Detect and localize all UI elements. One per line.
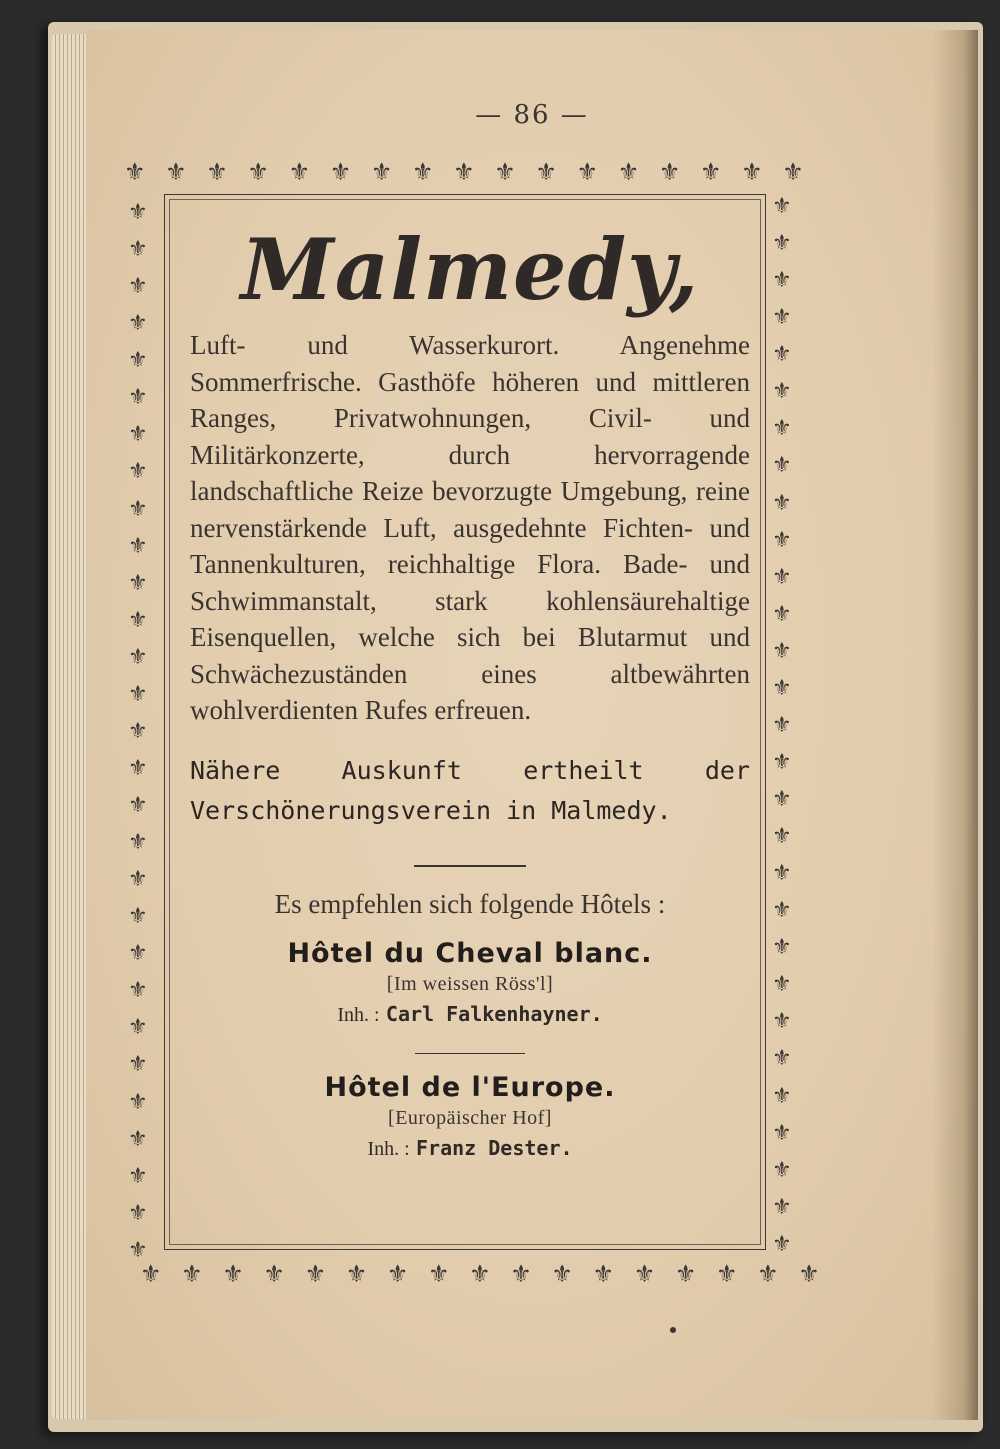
ornament-icon: ⚜: [772, 972, 792, 998]
ornament-border-right: [772, 196, 792, 1256]
ad-info-text: Nähere Auskunft ertheilt der Verschönerungsverein in Malmedy.: [190, 755, 750, 825]
ornament-icon: ⚜: [206, 158, 228, 186]
ornament-icon: ⚜: [128, 830, 148, 856]
ornament-icon: ⚜: [674, 1260, 697, 1288]
ornament-icon: ⚜: [128, 1237, 148, 1263]
ornament-icon: ⚜: [128, 570, 148, 596]
ornament-icon: ⚜: [510, 1260, 532, 1288]
owner-name: Franz Dester.: [416, 1136, 573, 1160]
ornament-icon: ⚜: [633, 1260, 656, 1288]
ornament-icon: ⚜: [128, 274, 148, 300]
ornament-icon: ⚜: [592, 1260, 615, 1288]
ornament-icon: ⚜: [772, 453, 792, 479]
ornament-icon: ⚜: [128, 200, 148, 225]
hotel-subtitle: [Europäischer Hof]: [388, 1107, 552, 1129]
ornament-icon: ⚜: [128, 422, 148, 448]
ornament-icon: ⚜: [772, 824, 792, 850]
owner-label: Inh. :: [337, 1003, 380, 1026]
ornament-icon: ⚜: [247, 158, 269, 186]
ad-body-text: Luft- und Wasserkurort. Angenehme Sommerfrische. Gasthöfe höheren und mittleren Ranges, Privatwohnungen, Civil- und Militärkonzerte, durch hervorragende landschaftliche Reize bevorzugte Umgebung, reine nervenstärkende Luft, ausgedehnte Fichten- und Tannenkulturen, reichhaltige Flora. Bade- und Schwimmanstalt, stark kohlensäurehaltige Eisenquellen, welche sich bei Blutarmut und Schwächezuständen eines altbewährten wohlverdienten Rufes erfreuen.: [190, 330, 750, 725]
ornament-icon: ⚜: [772, 935, 792, 961]
ornament-icon: ⚜: [128, 1126, 148, 1152]
ornament-icon: ⚜: [128, 941, 148, 967]
ornament-icon: ⚜: [798, 1260, 820, 1288]
ornament-icon: ⚜: [772, 898, 792, 924]
ornament-icon: ⚜: [772, 416, 792, 442]
ornament-icon: ⚜: [772, 1120, 792, 1146]
owner-name: Carl Falkenhayner.: [385, 1001, 603, 1026]
page-gutter-shadow: [932, 30, 978, 1420]
page-number: — 86 —: [475, 100, 589, 130]
ornament-icon: ⚜: [772, 712, 792, 738]
ornament-icon: ⚜: [772, 638, 792, 664]
ornament-icon: ⚜: [741, 158, 763, 186]
ornament-icon: ⚜: [772, 861, 792, 887]
ornament-icon: ⚜: [370, 158, 393, 186]
ornament-icon: ⚜: [140, 1260, 162, 1288]
ornament-icon: ⚜: [128, 1015, 148, 1041]
ornament-border-top: [124, 160, 804, 184]
ornament-icon: ⚜: [411, 158, 434, 186]
advertisement-content: [190, 220, 750, 1161]
ornament-icon: ⚜: [772, 1046, 792, 1072]
ornament-icon: ⚜: [128, 533, 148, 559]
ornament-icon: ⚜: [617, 158, 640, 186]
ornament-icon: ⚜: [772, 1231, 792, 1257]
ornament-icon: ⚜: [128, 348, 148, 374]
ornament-icon: ⚜: [782, 158, 804, 186]
divider: [415, 1053, 525, 1055]
ornament-icon: ⚜: [128, 644, 148, 670]
ornament-icon: ⚜: [772, 305, 792, 331]
ornament-icon: ⚜: [772, 231, 792, 257]
hotel-entry: [190, 1072, 750, 1161]
ornament-icon: ⚜: [345, 1260, 368, 1288]
ornament-icon: ⚜: [772, 749, 792, 775]
ornament-icon: ⚜: [658, 158, 681, 186]
ornament-icon: ⚜: [699, 158, 722, 186]
ornament-icon: ⚜: [576, 158, 599, 186]
ornament-icon: ⚜: [128, 978, 148, 1004]
hotel-name: Hôtel du Cheval blanc.: [287, 937, 653, 969]
print-speck: [670, 1327, 676, 1333]
ornament-icon: ⚜: [757, 1260, 779, 1288]
ornament-icon: ⚜: [124, 158, 146, 186]
ornament-icon: ⚜: [128, 385, 148, 411]
ornament-icon: ⚜: [128, 237, 148, 263]
ornament-icon: ⚜: [128, 718, 148, 744]
ornament-icon: ⚜: [128, 793, 148, 818]
ornament-icon: ⚜: [772, 527, 792, 553]
ornament-icon: ⚜: [288, 158, 311, 186]
ornament-border-bottom: [140, 1262, 820, 1286]
ornament-icon: ⚜: [128, 755, 148, 781]
ornament-icon: ⚜: [128, 1052, 148, 1078]
ad-title: Malmedy,: [240, 220, 700, 319]
ornament-icon: ⚜: [222, 1260, 244, 1288]
ornament-icon: ⚜: [469, 1260, 491, 1288]
hotel-owner: [190, 1136, 750, 1161]
ornament-icon: ⚜: [772, 601, 792, 627]
ornament-icon: ⚜: [128, 311, 148, 337]
ornament-icon: ⚜: [772, 194, 792, 219]
ornament-icon: ⚜: [772, 342, 792, 368]
ornament-icon: ⚜: [128, 607, 148, 633]
ornament-icon: ⚜: [772, 379, 792, 405]
hotels-intro: Es empfehlen sich folgende Hôtels :: [274, 888, 666, 919]
ornament-icon: ⚜: [772, 564, 792, 590]
ornament-icon: ⚜: [386, 1260, 409, 1288]
ornament-icon: ⚜: [453, 158, 475, 186]
ornament-icon: ⚜: [128, 1089, 148, 1115]
ornament-icon: ⚜: [494, 158, 516, 186]
owner-label: Inh. :: [367, 1138, 410, 1160]
ornament-icon: ⚜: [329, 158, 352, 186]
ornament-icon: ⚜: [772, 1009, 792, 1035]
ornament-icon: ⚜: [128, 1200, 148, 1226]
ornament-border-left: [128, 202, 148, 1262]
ornament-icon: ⚜: [772, 675, 792, 701]
ornament-icon: ⚜: [128, 1163, 148, 1189]
ornament-icon: ⚜: [128, 867, 148, 893]
hotel-subtitle: [Im weissen Röss'l]: [386, 972, 554, 995]
ornament-icon: ⚜: [128, 496, 148, 522]
ornament-icon: ⚜: [772, 1194, 792, 1220]
hotel-name: Hôtel de l'Europe.: [324, 1072, 616, 1103]
ornament-icon: ⚜: [304, 1260, 327, 1288]
ornament-icon: ⚜: [128, 904, 148, 930]
ornament-icon: ⚜: [427, 1260, 450, 1288]
ornament-icon: ⚜: [128, 681, 148, 707]
hotel-owner: [190, 1002, 750, 1027]
ornament-icon: ⚜: [128, 459, 148, 485]
ornament-icon: ⚜: [772, 787, 792, 812]
ornament-icon: ⚜: [715, 1260, 738, 1288]
ornament-icon: ⚜: [772, 1157, 792, 1183]
ornament-icon: ⚜: [772, 1083, 792, 1109]
ornament-icon: ⚜: [263, 1260, 285, 1288]
ornament-icon: ⚜: [772, 490, 792, 516]
ornament-icon: ⚜: [181, 1260, 203, 1288]
ornament-icon: ⚜: [772, 268, 792, 294]
ornament-icon: ⚜: [165, 158, 187, 186]
divider: [414, 865, 526, 867]
ornament-icon: ⚜: [551, 1260, 573, 1288]
ornament-icon: ⚜: [535, 158, 557, 186]
hotel-entry: [190, 938, 750, 1027]
